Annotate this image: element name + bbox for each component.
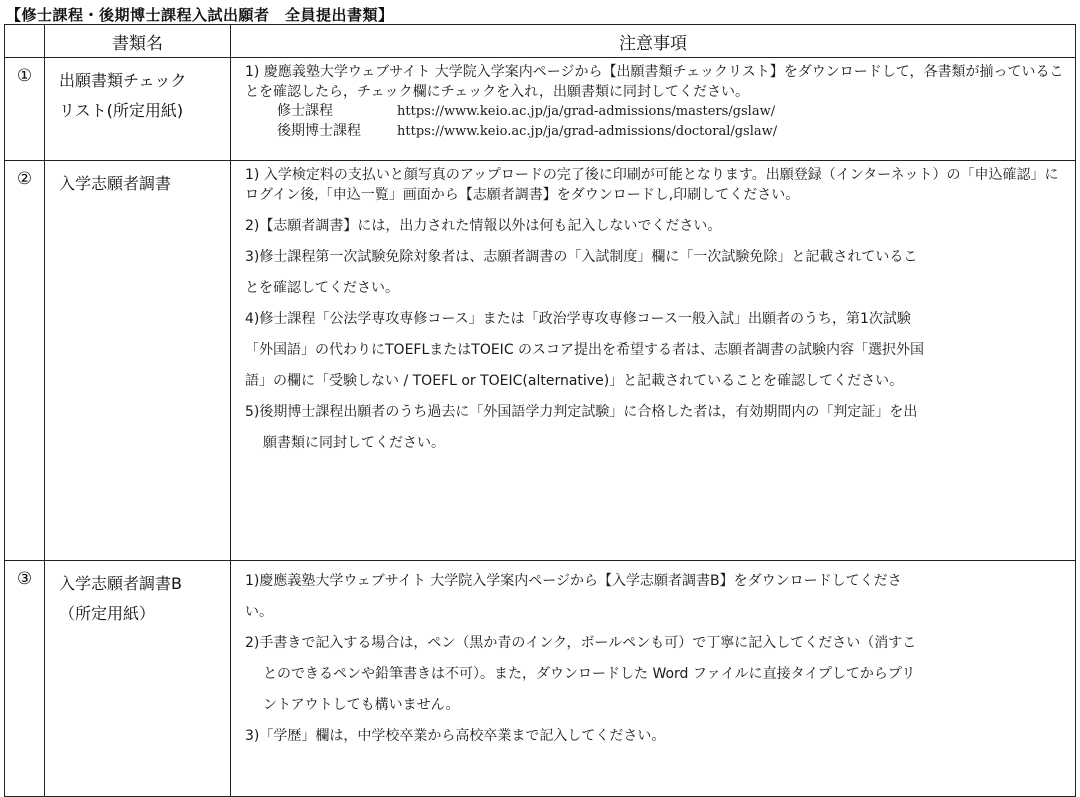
- note-line: とを確認してください。: [245, 280, 399, 296]
- document-title: 【修士課程・後期博士課程入試出願者 全員提出書類】: [6, 6, 394, 24]
- note-line: とのできるペンや鉛筆書きは不可）。また，ダウンロードした Word ファイルに直接タイプしてからプリ: [263, 666, 916, 682]
- header-document-name: 書類名: [45, 25, 231, 58]
- document-name-line: リスト(所定用紙): [59, 101, 184, 120]
- url-link[interactable]: https://www.keio.ac.jp/ja/grad-admissions/doctoral/gslaw/: [397, 123, 778, 139]
- note-line: 「外国語」の代わりにTOEFLまたはTOEIC のスコア提出を希望する者は、志願者調書の試験内容「選択外国: [245, 342, 925, 358]
- url-row-doctoral: [245, 122, 1069, 142]
- document-name: [45, 161, 231, 561]
- table-row: [5, 58, 1076, 161]
- note-line: い。: [245, 604, 273, 620]
- note-line: 3)「学歴」欄は，中学校卒業から高校卒業まで記入してください。: [245, 728, 666, 744]
- note-line: ントアウトしても構いません。: [263, 697, 460, 713]
- notes-cell: [231, 58, 1076, 161]
- table-row: [5, 561, 1076, 797]
- document-name-line: 入学志願者調書B: [59, 574, 182, 593]
- note-line: 3)修士課程第一次試験免除対象者は、志願者調書の「入試制度」欄に「一次試験免除」と記載されているこ: [245, 249, 918, 265]
- row-number: ①: [5, 58, 45, 161]
- note-paragraph: 1) 慶應義塾大学ウェブサイト 大学院入学案内ページから【出願書類チェックリスト】をダウンロードして，各書類が揃っていることを確認したら，チェック欄にチェックを入れ，出願書類に同封してください。: [245, 64, 1064, 100]
- url-label: 修士課程: [277, 103, 333, 119]
- document-name-line: 出願書類チェック: [59, 71, 187, 90]
- note-line: 願書類に同封してください。: [263, 435, 445, 451]
- url-row-masters: [245, 102, 1069, 122]
- required-documents-table: [4, 24, 1076, 797]
- note-line: 語」の欄に「受験しない / TOEFL or TOEIC(alternative)」と記載されていることを確認してください。: [245, 373, 904, 389]
- document-name: [45, 561, 231, 797]
- table-header-row: [5, 25, 1076, 58]
- notes-cell: [231, 561, 1076, 797]
- row-number: ②: [5, 161, 45, 561]
- url-link[interactable]: https://www.keio.ac.jp/ja/grad-admissions/masters/gslaw/: [397, 104, 776, 119]
- document-name-line: 入学志願者調書: [59, 174, 172, 193]
- url-label: 後期博士課程: [277, 122, 361, 139]
- note-line: 1)慶應義塾大学ウェブサイト 大学院入学案内ページから【入学志願者調書B】をダウンロードしてくださ: [245, 573, 902, 589]
- row-number: ③: [5, 561, 45, 797]
- header-number: [5, 25, 45, 58]
- note-line: 5)後期博士課程出願者のうち過去に「外国語学力判定試験」に合格した者は，有効期間内の「判定証」を出: [245, 404, 918, 420]
- note-paragraph: 1) 入学検定料の支払いと顔写真のアップロードの完了後に印刷が可能となります。出願登録（インターネット）の「申込確認」にログイン後,「申込一覧」画面から【志願者調書】をダウンロードし,印刷してください。: [245, 167, 1059, 203]
- table-row: [5, 161, 1076, 561]
- notes-cell: [231, 161, 1076, 561]
- document-name: [45, 58, 231, 161]
- document-name-line: （所定用紙）: [59, 604, 156, 623]
- header-notes: 注意事項: [231, 25, 1076, 58]
- note-line: 2)手書きで記入する場合は，ペン（黒か青のインク，ボールペンも可）で丁寧に記入してください（消すこ: [245, 635, 917, 651]
- note-paragraph: 2)【志願者調書】には，出力された情報以外は何も記入しないでください。: [245, 218, 722, 234]
- note-line: 4)修士課程「公法学専攻専修コース」または「政治学専攻専修コース一般入試」出願者のうち，第1次試験: [245, 311, 911, 327]
